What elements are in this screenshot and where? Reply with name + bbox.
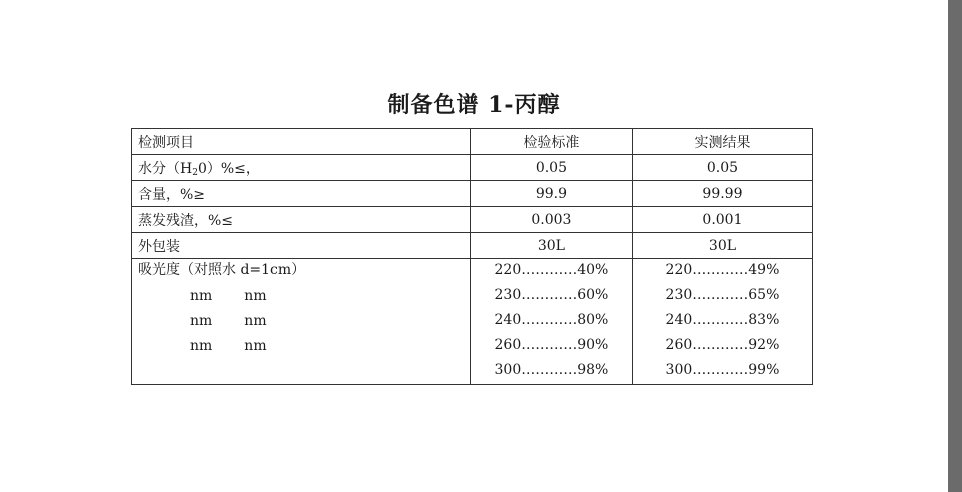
- absorbance-standard-value: 220…………40%: [494, 262, 609, 278]
- absorbance-item-cell: [132, 259, 471, 385]
- absorbance-result-value: 240…………83%: [665, 312, 780, 328]
- absorbance-standard-value: 240…………80%: [494, 312, 609, 328]
- table-row: [132, 207, 813, 233]
- row-result: 0.001: [632, 207, 812, 233]
- absorbance-result-cell: [632, 259, 812, 385]
- row-result: 30L: [632, 233, 812, 259]
- row-item: 含量，%≥: [132, 181, 471, 207]
- absorbance-standard-value: 260…………90%: [494, 337, 609, 353]
- unit-line: [138, 334, 464, 359]
- vertical-scrollbar[interactable]: [948, 0, 962, 492]
- unit-text: nm: [190, 338, 213, 354]
- row-standard: 30L: [470, 233, 632, 259]
- unit-text: nm: [190, 313, 213, 329]
- row-result: 0.05: [632, 155, 812, 181]
- absorbance-result-value: 300…………99%: [665, 362, 780, 378]
- document-title: 制备色谱 1-丙醇: [387, 92, 561, 118]
- absorbance-standard-value: 230…………60%: [494, 287, 609, 303]
- header-test-item: 检测项目: [132, 129, 471, 155]
- absorbance-result-value: 230…………65%: [665, 287, 780, 303]
- unit-text: nm: [244, 338, 267, 354]
- unit-line: [138, 309, 464, 334]
- header-result: 实测结果: [632, 129, 812, 155]
- header-standard: 检验标准: [470, 129, 632, 155]
- unit-text: nm: [244, 313, 267, 329]
- table-row: [132, 233, 813, 259]
- row-item-moisture: [132, 155, 471, 181]
- unit-text: nm: [244, 288, 267, 304]
- absorbance-result-value: 220…………49%: [665, 262, 780, 278]
- row-standard: 0.05: [470, 155, 632, 181]
- moisture-label-suffix: 0）%≤，: [197, 160, 260, 177]
- row-item: 外包装: [132, 233, 471, 259]
- row-result: 99.99: [632, 181, 812, 207]
- absorbance-label: 吸光度（对照水 d=1cm）: [138, 262, 306, 278]
- row-standard: 0.003: [470, 207, 632, 233]
- table-header-row: [132, 129, 813, 155]
- table-row: [132, 181, 813, 207]
- specification-table: [131, 128, 813, 385]
- moisture-label-prefix: 水分（H: [138, 160, 193, 177]
- absorbance-result-value: 260…………92%: [665, 337, 780, 353]
- absorbance-standard-value: 300…………98%: [494, 362, 609, 378]
- unit-text: nm: [190, 288, 213, 304]
- moisture-label-subscript: 2: [192, 167, 198, 178]
- table-row: [132, 155, 813, 181]
- row-item: 蒸发残渣，%≤: [132, 207, 471, 233]
- absorbance-row: [132, 259, 813, 385]
- row-standard: 99.9: [470, 181, 632, 207]
- absorbance-standard-cell: [470, 259, 632, 385]
- unit-line: [138, 284, 464, 309]
